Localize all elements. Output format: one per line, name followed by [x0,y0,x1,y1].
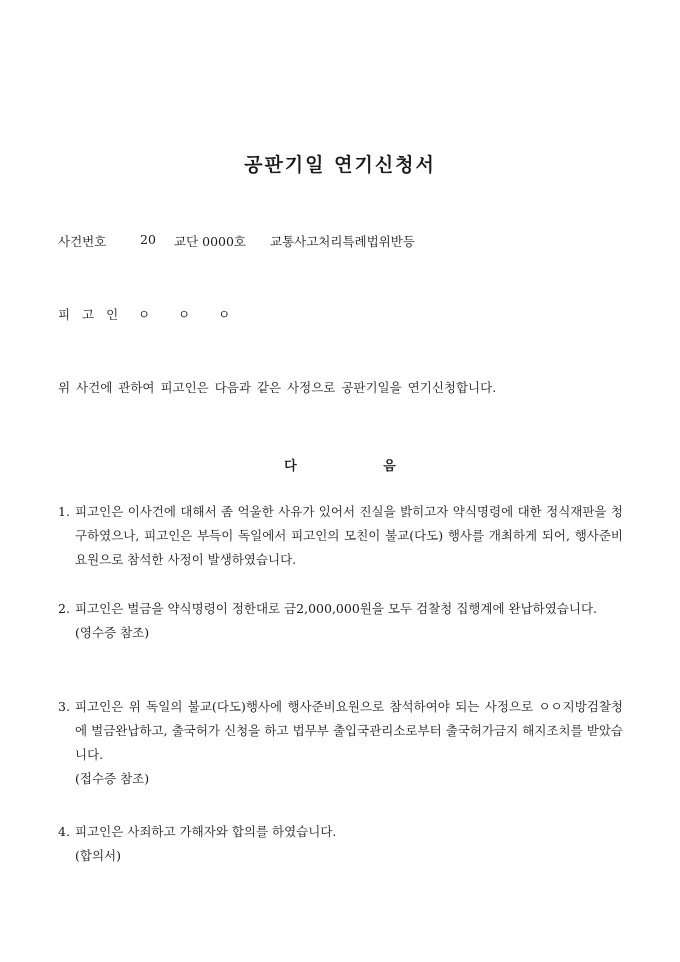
intro-paragraph: 위 사건에 관하여 피고인은 다음과 같은 사정으로 공판기일을 연기신청합니다. [58,380,497,395]
case-number: 교단 0000호 [174,234,247,249]
item-number: 4. [58,824,70,839]
item-text: 피고인은 사죄하고 가해자와 합의를 하였습니다. [75,824,337,839]
item-number: 3. [58,699,70,714]
item-number: 1. [58,504,70,519]
item-number: 2. [58,601,70,616]
document-title: 공판기일 연기신청서 [244,154,436,176]
item-text: 피고인은 벌금을 약식명령이 정한대로 금2,000,000원을 모두 검찰청 집행계에 완납하였습니다. [75,601,598,616]
list-item [58,597,623,645]
list-item [58,500,623,572]
item-note: (합의서) [75,848,121,863]
item-text: 피고인은 이사건에 대해서 좀 억울한 사유가 있어서 진실을 밝히고자 약식명령에 대한 정식재판을 청구하였으나, 피고인은 부득이 독일에서 피고인의 모친이 불교(다도) 행사를 개최하게 되어, 행사준비요원으로 참석한 사정이 발생하였습니다. [75,504,623,567]
list-item [58,820,623,868]
item-note: (접수증 참조) [75,771,150,786]
list-item [58,695,623,791]
case-name: 교통사고처리특례법위반등 [270,234,415,249]
case-number-label: 사건번호 [58,234,107,249]
defendant-label: 피 고 인 [58,307,123,322]
section-heading: 다 음 [284,459,396,474]
case-year: 20 [140,232,156,247]
item-text: 피고인은 위 독일의 불교(다도)행사에 행사준비요원으로 참석하여야 되는 사정으로 ㅇㅇ지방검찰청에 벌금완납하고, 출국허가 신청을 하고 법무부 출입국관리소로부터 출국허가금지 해지조치를 받았습니다. [75,699,623,762]
item-note: (영수증 참조) [75,625,150,640]
defendant-name: ㅇ ㅇ ㅇ [138,307,243,322]
